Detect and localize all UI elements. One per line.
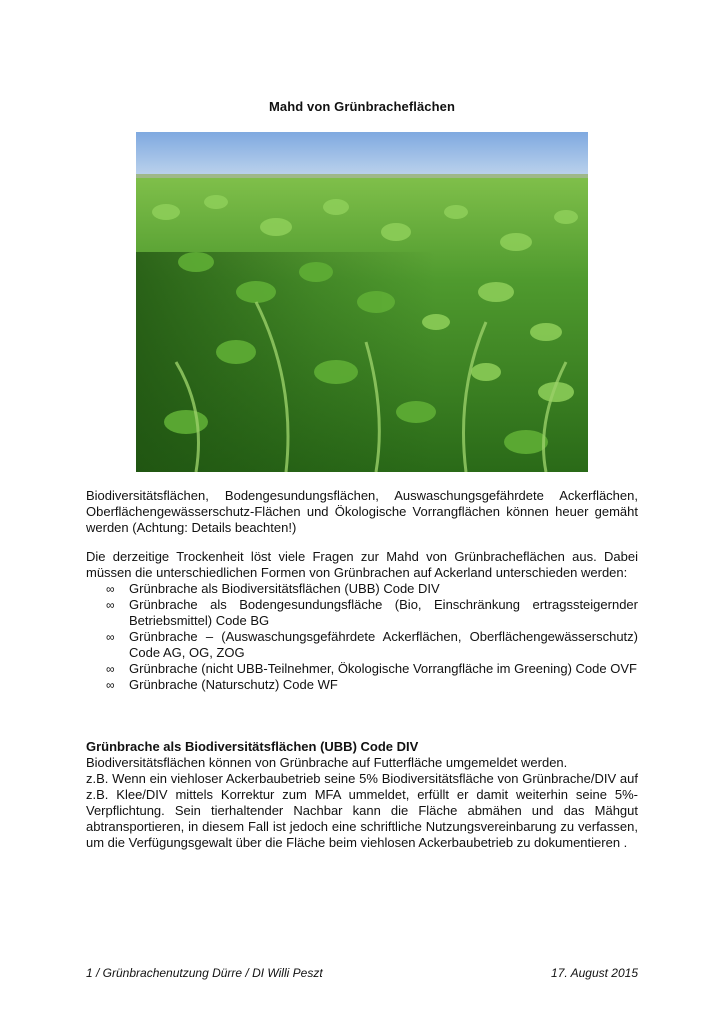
section-first-line: Biodiversitätsflächen können von Grünbrache auf Futterfläche umgemeldet werden. xyxy=(86,755,568,770)
intro-paragraph: Biodiversitätsflächen, Bodengesundungsflächen, Auswaschungsgefährdete Ackerflächen, Oberflächengewässerschutz-Flächen und Ökologische Vorrangflächen können heuer gemäht werden (Achtung: Details beachten!) xyxy=(86,488,638,535)
list-item xyxy=(86,677,638,693)
fallow-types-list xyxy=(86,581,638,693)
list-item-text: Grünbrache (nicht UBB-Teilnehmer, Ökologische Vorrangfläche im Greening) Code OVF xyxy=(129,661,637,676)
infinity-bullet-icon: ∞ xyxy=(106,662,115,676)
fallow-types-intro: Die derzeitige Trockenheit löst viele Fragen zur Mahd von Grünbracheflächen aus. Dabei müssen die unterschiedlichen Formen von Grünbrachen auf Ackerland unterschieden werden: xyxy=(86,549,638,580)
list-item xyxy=(86,581,638,597)
green-fallow-field-photo xyxy=(136,132,588,472)
infinity-bullet-icon: ∞ xyxy=(106,630,115,644)
list-item xyxy=(86,597,638,629)
fallow-types-section xyxy=(86,549,638,693)
infinity-bullet-icon: ∞ xyxy=(106,582,115,596)
list-item-text: Grünbrache als Biodiversitätsflächen (UBB) Code DIV xyxy=(129,581,440,596)
list-item xyxy=(86,661,638,677)
infinity-bullet-icon: ∞ xyxy=(106,598,115,612)
list-item-text: Grünbrache (Naturschutz) Code WF xyxy=(129,677,338,692)
list-item-text: Grünbrache – (Auswaschungsgefährdete Ackerflächen, Oberflächengewässerschutz) Code AG, OG, ZOG xyxy=(129,629,638,660)
infinity-bullet-icon: ∞ xyxy=(106,678,115,692)
list-item xyxy=(86,629,638,661)
list-item-text: Grünbrache als Bodengesundungsfläche (Bio, Einschränkung ertragssteigernder Betriebsmittel) Code BG xyxy=(129,597,638,628)
footer-date: 17. August 2015 xyxy=(551,966,638,980)
footer-left-text: 1 / Grünbrachenutzung Dürre / DI Willi Peszt xyxy=(86,966,323,980)
div-code-section xyxy=(86,739,638,851)
section-heading: Grünbrache als Biodiversitätsflächen (UBB) Code DIV xyxy=(86,739,419,754)
document-title: Mahd von Grünbracheflächen xyxy=(268,99,456,114)
section-example-paragraph: z.B. Wenn ein viehloser Ackerbaubetrieb seine 5% Biodiversitätsfläche von Grünbrache/DIV auf z.B. Klee/DIV mittels Korrektur zum MFA ummeldet, erfüllt er damit weiterhin seine 5%-Verpflichtung. Sein tierhaltender Nachbar kann die Fläche abmähen und das Mähgut abtransportieren, in diesem Fall ist jedoch eine schriftliche Nutzungsvereinbarung zu verfassen, um die Verfügungsgewalt über die Fläche beim viehlosen Ackerbaubetrieb zu dokumentieren . xyxy=(86,771,638,850)
